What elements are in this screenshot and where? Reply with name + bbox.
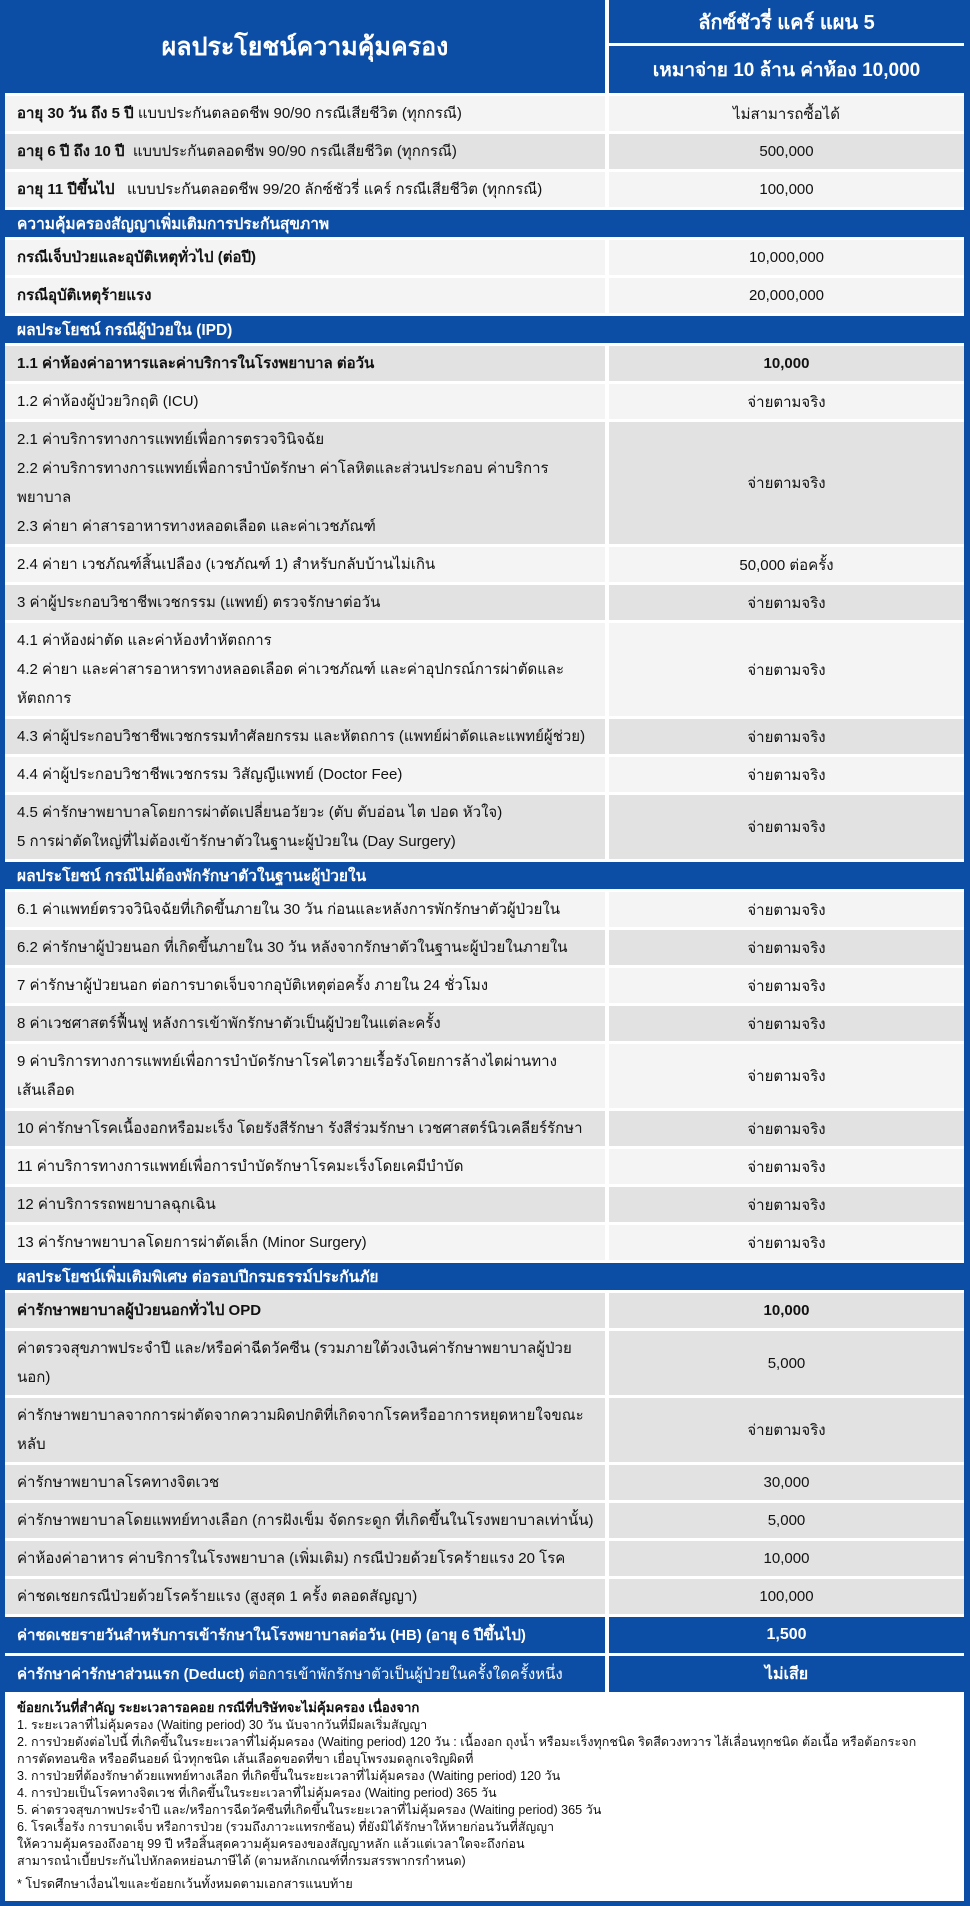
benefit-label: 7 ค่ารักษาผู้ป่วยนอก ต่อการบาดเจ็บจากอุบัติเหตุต่อครั้ง ภายใน 24 ชั่วโมง	[5, 968, 609, 1003]
benefit-value: จ่ายตามจริง	[609, 585, 964, 620]
footnote-line: 5. ค่าตรวจสุขภาพประจำปี และ/หรือการฉีดวัคซีนที่เกิดขึ้นในระยะเวลาที่ไม่คุ้มครอง (Waiting period) 365 วัน	[17, 1803, 602, 1817]
table-row	[5, 585, 964, 620]
table-row	[5, 1541, 964, 1576]
benefit-value: 10,000,000	[609, 240, 964, 275]
footnotes	[5, 1692, 964, 1901]
table-row	[5, 968, 964, 1003]
benefit-label: 1.1 ค่าห้องค่าอาหารและค่าบริการในโรงพยาบาล ต่อวัน	[5, 346, 609, 381]
benefit-value: ไม่เสีย	[609, 1656, 964, 1692]
benefit-label: ค่ารักษาพยาบาลผู้ป่วยนอกทั่วไป OPD	[5, 1293, 609, 1328]
benefit-value: จ่ายตามจริง	[609, 719, 964, 754]
table-row	[5, 1149, 964, 1184]
benefit-label: 2.4 ค่ายา เวชภัณฑ์สิ้นเปลือง (เวชภัณฑ์ 1) สำหรับกลับบ้านไม่เกิน	[5, 547, 609, 582]
section-header-special: ผลประโยชน์เพิ่มเติมพิเศษ ต่อรอบปีกรมธรรม์ประกันภัย	[5, 1263, 964, 1290]
benefit-label: ค่ารักษาพยาบาลจากการผ่าตัดจากความผิดปกติที่เกิดจากโรคหรืออาการหยุดหายใจขณะหลับ	[5, 1398, 609, 1462]
benefit-value: 5,000	[609, 1503, 964, 1538]
benefit-label: 4.1 ค่าห้องผ่าตัด และค่าห้องทำหัตถการ 4.2 ค่ายา และค่าสารอาหารทางหลอดเลือด ค่าเวชภัณฑ์ และค่าอุปกรณ์การผ่าตัดและหัตถการ	[5, 623, 609, 716]
footnote-line: ให้ความคุ้มครองถึงอายุ 99 ปี หรือสิ้นสุดความคุ้มครองของสัญญาหลัก แล้วแต่เวลาใดจะถึงก่อน	[17, 1837, 525, 1851]
benefit-label: 9 ค่าบริการทางการแพทย์เพื่อการบำบัดรักษาโรคไตวายเรื้อรังโดยการล้างไตผ่านทางเส้นเลือด	[5, 1044, 609, 1108]
benefit-label: 4.5 ค่ารักษาพยาบาลโดยการผ่าตัดเปลี่ยนอวัยวะ (ตับ ตับอ่อน ไต ปอด หัวใจ) 5 การผ่าตัดใหญ่ที่ไม่ต้องเข้ารักษาตัวในฐานะผู้ป่วยใน (Day Surgery)	[5, 795, 609, 859]
section-header-ipd: ผลประโยชน์ กรณีผู้ป่วยใน (IPD)	[5, 316, 964, 343]
table-row-daily-benefit	[5, 1617, 964, 1653]
section-header-non-ipd: ผลประโยชน์ กรณีไม่ต้องพักรักษาตัวในฐานะผู้ป่วยใน	[5, 862, 964, 889]
benefit-label: 4.4 ค่าผู้ประกอบวิชาชีพเวชกรรม วิสัญญีแพทย์ (Doctor Fee)	[5, 757, 609, 792]
benefit-value: จ่ายตามจริง	[609, 1044, 964, 1108]
table-header-left	[5, 0, 609, 93]
benefit-label: ค่าตรวจสุขภาพประจำปี และ/หรือค่าฉีดวัคซีน (รวมภายใต้วงเงินค่ารักษาพยาบาลผู้ป่วยนอก)	[5, 1331, 609, 1395]
benefit-label: 12 ค่าบริการรถพยาบาลฉุกเฉิน	[5, 1187, 609, 1222]
benefit-label: ค่ารักษาพยาบาลโรคทางจิตเวช	[5, 1465, 609, 1500]
benefit-value: 10,000	[609, 1293, 964, 1328]
benefit-label: อายุ 6 ปี ถึง 10 ปี แบบประกันตลอดชีพ 90/90 กรณีเสียชีวิต (ทุกกรณี)	[5, 134, 609, 169]
benefit-value: 500,000	[609, 134, 964, 169]
benefit-label: ค่ารักษาพยาบาลโดยแพทย์ทางเลือก (การฝังเข็ม จัดกระดูก ที่เกิดขึ้นในโรงพยาบาลเท่านั้น)	[5, 1503, 609, 1538]
table-row	[5, 1331, 964, 1395]
table-row	[5, 278, 964, 313]
table-row	[5, 346, 964, 381]
footnote-line: 2. การป่วยดังต่อไปนี้ ที่เกิดขึ้นในระยะเวลาที่ไม่คุ้มครอง (Waiting period) 120 วัน : เนื้องอก ถุงน้ำ หรือมะเร็งทุกชนิด ริดสีดวงทวาร ไส้เลื่อนทุกชนิด ต้อเนื้อ หรือต้อกระจก	[17, 1735, 917, 1749]
benefit-value: จ่ายตามจริง	[609, 422, 964, 544]
benefit-label: 10 ค่ารักษาโรคเนื้องอกหรือมะเร็ง โดยรังสีรักษา รังสีร่วมรักษา เวชศาสตร์นิวเคลียร์รักษา	[5, 1111, 609, 1146]
table-row	[5, 240, 964, 275]
table-row	[5, 172, 964, 207]
footnote-line: 4. การป่วยเป็นโรคทางจิตเวช ที่เกิดขึ้นในระยะเวลาที่ไม่คุ้มครอง (Waiting period) 365 วัน	[17, 1786, 497, 1800]
plan-name: ลักซ์ชัวรี่ แคร์ แผน 5	[609, 0, 964, 46]
benefit-value: 10,000	[609, 1541, 964, 1576]
table-row	[5, 1503, 964, 1538]
benefit-value: 100,000	[609, 1579, 964, 1614]
benefit-value: 10,000	[609, 346, 964, 381]
benefit-value: จ่ายตามจริง	[609, 1111, 964, 1146]
benefit-label: ค่าชดเชยกรณีป่วยด้วยโรคร้ายแรง (สูงสุด 1 ครั้ง ตลอดสัญญา)	[5, 1579, 609, 1614]
table-row	[5, 1111, 964, 1146]
benefit-label: 6.1 ค่าแพทย์ตรวจวินิจฉัยที่เกิดขึ้นภายใน 30 วัน ก่อนและหลังการพักรักษาตัวผู้ป่วยใน	[5, 892, 609, 927]
benefit-value: ไม่สามารถซื้อได้	[609, 96, 964, 131]
table-row	[5, 1465, 964, 1500]
benefit-label: ค่ารักษาค่ารักษาส่วนแรก (Deduct) ต่อการเข้าพักรักษาตัวเป็นผู้ป่วยในครั้งใดครั้งหนึ่ง	[5, 1656, 609, 1692]
benefit-label: 8 ค่าเวชศาสตร์ฟื้นฟู หลังการเข้าพักรักษาตัวเป็นผู้ป่วยในแต่ละครั้ง	[5, 1006, 609, 1041]
table-row	[5, 1006, 964, 1041]
table-row	[5, 422, 964, 544]
table-row	[5, 96, 964, 131]
benefit-value: จ่ายตามจริง	[609, 623, 964, 716]
table-row	[5, 1293, 964, 1328]
benefit-value: 50,000 ต่อครั้ง	[609, 547, 964, 582]
benefit-value: จ่ายตามจริง	[609, 795, 964, 859]
benefit-label: 3 ค่าผู้ประกอบวิชาชีพเวชกรรม (แพทย์) ตรวจรักษาต่อวัน	[5, 585, 609, 620]
benefit-value: จ่ายตามจริง	[609, 892, 964, 927]
benefit-value: 1,500	[609, 1617, 964, 1653]
benefit-value: จ่ายตามจริง	[609, 1187, 964, 1222]
table-row	[5, 1187, 964, 1222]
benefit-value: จ่ายตามจริง	[609, 384, 964, 419]
benefit-label: 6.2 ค่ารักษาผู้ป่วยนอก ที่เกิดขึ้นภายใน 30 วัน หลังจากรักษาตัวในฐานะผู้ป่วยในภายใน	[5, 930, 609, 965]
table-row	[5, 547, 964, 582]
page-title: ผลประโยชน์ความคุ้มครอง	[161, 32, 449, 61]
table-header	[5, 0, 964, 93]
section-header-health: ความคุ้มครองสัญญาเพิ่มเติมการประกันสุขภาพ	[5, 210, 964, 237]
footnote-line: สามารถนำเบี้ยประกันไปหักลดหย่อนภาษีได้ (ตามหลักเกณฑ์ที่กรมสรรพากรกำหนด)	[17, 1854, 466, 1868]
table-row	[5, 1225, 964, 1260]
plan-limit: เหมาจ่าย 10 ล้าน ค่าห้อง 10,000	[652, 59, 921, 81]
footnote-line: 1. ระยะเวลาที่ไม่คุ้มครอง (Waiting period) 30 วัน นับจากวันที่มีผลเริ่มสัญญา	[17, 1718, 428, 1732]
table-row	[5, 1044, 964, 1108]
table-row	[5, 719, 964, 754]
benefit-value: จ่ายตามจริง	[609, 930, 964, 965]
table-row	[5, 134, 964, 169]
benefit-value: จ่ายตามจริง	[609, 1225, 964, 1260]
footnote-line: 6. โรคเรื้อรัง การบาดเจ็บ หรือการป่วย (รวมถึงภาวะแทรกซ้อน) ที่ยังมิได้รักษาให้หายก่อนวันที่สัญญา	[17, 1820, 555, 1834]
benefit-label: กรณีเจ็บป่วยและอุบัติเหตุทั่วไป (ต่อปี)	[5, 240, 609, 275]
benefit-value: จ่ายตามจริง	[609, 757, 964, 792]
table-row	[5, 757, 964, 792]
benefit-label: 11 ค่าบริการทางการแพทย์เพื่อการบำบัดรักษาโรคมะเร็งโดยเคมีบำบัด	[5, 1149, 609, 1184]
benefit-label: 1.2 ค่าห้องผู้ป่วยวิกฤติ (ICU)	[5, 384, 609, 419]
footnotes-title: ข้อยกเว้นที่สำคัญ ระยะเวลารอคอย กรณีที่บริษัทจะไม่คุ้มครอง เนื่องจาก	[17, 1700, 420, 1715]
benefit-label: อายุ 30 วัน ถึง 5 ปี แบบประกันตลอดชีพ 90/90 กรณีเสียชีวิต (ทุกกรณี)	[5, 96, 609, 131]
benefit-value: 30,000	[609, 1465, 964, 1500]
table-row	[5, 1579, 964, 1614]
benefit-value: จ่ายตามจริง	[609, 1398, 964, 1462]
benefit-label: กรณีอุบัติเหตุร้ายแรง	[5, 278, 609, 313]
benefit-label: อายุ 11 ปีขึ้นไป แบบประกันตลอดชีพ 99/20 ลักซ์ชัวรี่ แคร์ กรณีเสียชีวิต (ทุกกรณี)	[5, 172, 609, 207]
benefit-value: จ่ายตามจริง	[609, 968, 964, 1003]
benefit-label: ค่าชดเชยรายวันสำหรับการเข้ารักษาในโรงพยาบาลต่อวัน (HB) (อายุ 6 ปีขึ้นไป)	[5, 1617, 609, 1653]
table-row	[5, 384, 964, 419]
benefit-value: 100,000	[609, 172, 964, 207]
benefit-label: 13 ค่ารักษาพยาบาลโดยการผ่าตัดเล็ก (Minor Surgery)	[5, 1225, 609, 1260]
benefit-label: 2.1 ค่าบริการทางการแพทย์เพื่อการตรวจวินิจฉัย 2.2 ค่าบริการทางการแพทย์เพื่อการบำบัดรักษา ค่าโลหิตและส่วนประกอบ ค่าบริการพยาบาล 2.3 ค่ายา ค่าสารอาหารทางหลอดเลือด และค่าเวชภัณฑ์	[5, 422, 609, 544]
benefit-value: จ่ายตามจริง	[609, 1149, 964, 1184]
footnote-line: 3. การป่วยที่ต้องรักษาด้วยแพทย์ทางเลือก ที่เกิดขึ้นในระยะเวลาที่ไม่คุ้มครอง (Waiting period) 120 วัน	[17, 1769, 561, 1783]
benefit-label: ค่าห้องค่าอาหาร ค่าบริการในโรงพยาบาล (เพิ่มเติม) กรณีป่วยด้วยโรคร้ายแรง 20 โรค	[5, 1541, 609, 1576]
table-row	[5, 892, 964, 927]
benefit-value: 5,000	[609, 1331, 964, 1395]
table-row	[5, 1398, 964, 1462]
table-row	[5, 795, 964, 859]
benefit-value: จ่ายตามจริง	[609, 1006, 964, 1041]
table-header-right	[609, 0, 964, 93]
table-row-deductible	[5, 1656, 964, 1692]
table-row	[5, 623, 964, 716]
benefit-label: 4.3 ค่าผู้ประกอบวิชาชีพเวชกรรมทำศัลยกรรม และหัตถการ (แพทย์ผ่าตัดและแพทย์ผู้ช่วย)	[5, 719, 609, 754]
footnote-line: การตัดทอนซิล หรืออดีนอยด์ นิ่วทุกชนิด เส้นเลือดขอดที่ขา เยื่อบุโพรงมดลูกเจริญผิดที่	[17, 1752, 474, 1766]
footnote-asterisk: * โปรดศึกษาเงื่อนไขและข้อยกเว้นทั้งหมดตามเอกสารแนบท้าย	[17, 1877, 353, 1891]
benefit-value: 20,000,000	[609, 278, 964, 313]
table-row	[5, 930, 964, 965]
